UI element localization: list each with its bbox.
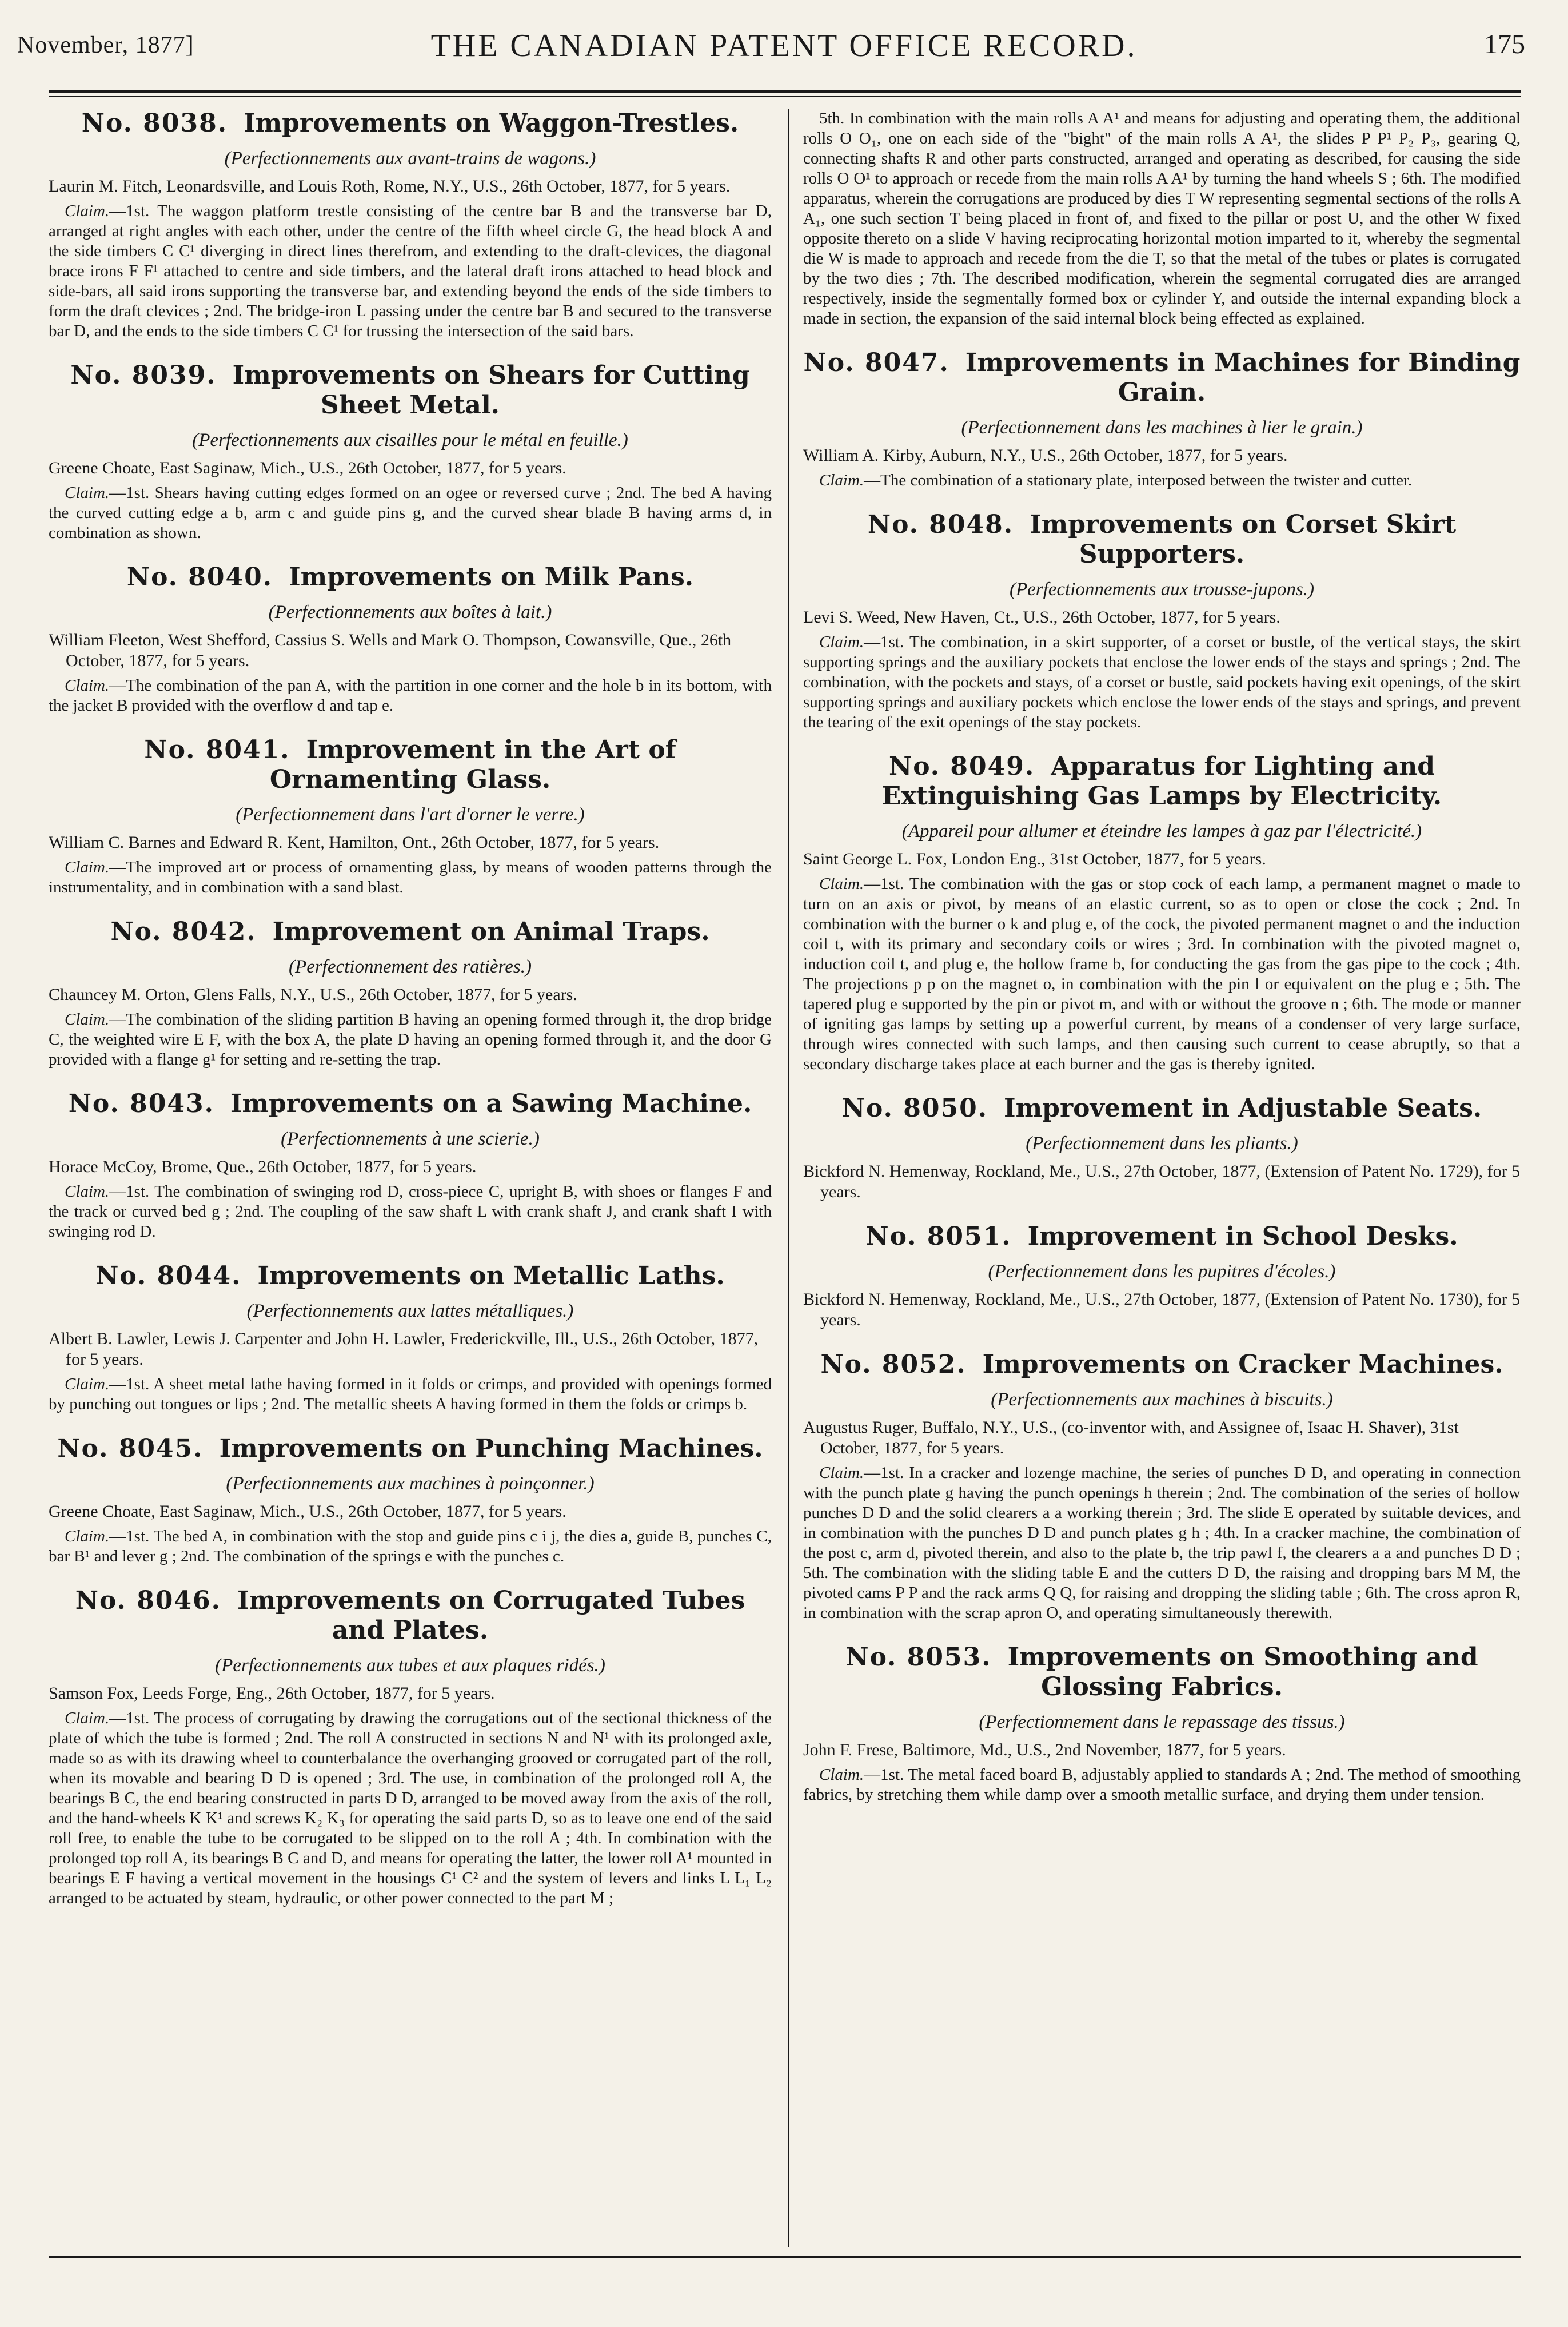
header-rule-thin: [49, 96, 1521, 97]
claim-body: —1st. Shears having cutting edges formed on an ogee or reversed curve ; 2nd. The bed A having the curved cutting edge a b, arm c and guide pins g, and the curved shear blade B having arms d, in combination as shown.: [49, 484, 772, 542]
patent-entry: [803, 1350, 1521, 1623]
french-title: (Perfectionnement dans l'art d'orner le verre.): [236, 804, 585, 825]
claim-body: —1st. The waggon platform trestle consisting of the centre bar B and the transverse bar D, arranged at right angles with each other, under the centre of the fifth wheel circle G, the head block A and the side timbers C C¹ diverging in direct lines therefrom, and extending to the draft-clevices, the diagonal brace irons F F¹ attached to centre and side timbers, and the lateral draft irons attached to head block and side-bars, all said irons supporting the transverse bar, and extending beyond the ends of the side timbers to form the draft clevices ; 2nd. The bridge-iron L passing under the centre bar B and secured to the transverse bar D, and the ends to the side timbers C C¹ for trussing the intersection of the said bars.: [49, 202, 772, 340]
patent-number: No. 8049.: [888, 752, 1035, 781]
patent-number: No. 8051.: [865, 1222, 1012, 1251]
patent-number: No. 8052.: [820, 1350, 967, 1379]
claim-label: Claim.: [65, 1182, 110, 1201]
claim-text: [49, 858, 772, 898]
footer-rule: [49, 2256, 1521, 2258]
patent-title-text: Improvements on Corset Skirt Supporters.: [1030, 510, 1457, 569]
patent-number: No. 8048.: [867, 510, 1014, 539]
claim-body: 5th. In combination with the main rolls A A¹ and means for adjusting and operating them, the additional rolls O O₁, one on each side of the "bight" of the main rolls A A¹, the slides P P¹ P₂ P₃, gearing Q, connecting shafts R and other parts constructed, arranged and operating as described, for causing the side rolls O O¹ to approach or recede from the main rolls A A¹ by turning the hand wheels S ; 6th. The modified apparatus, wherein the corrugations are produced by dies T W representing segmental sections of the rolls A A₁, one such section T being placed in front of, and fixed to the pillar or post U, and the other W fixed opposite thereto on a slide V having reciprocating horizontal motion imparted to it, whereby the segmental die W is made to approach and recede from the die T, so that the metal of the tubes or plates is corrugated by the two dies ; 7th. The described modification, wherein the segmental corrugated dies are arranged respectively, inside the segmentally formed box or cylinder Y, and outside the internal expanding block a made in section, the expansion of the said internal block being effected as explained.: [803, 109, 1521, 328]
patent-number: No. 8050.: [841, 1094, 988, 1123]
claim-label: Claim.: [819, 471, 864, 489]
patent-number: No. 8044.: [95, 1261, 242, 1290]
right-column: [803, 109, 1521, 2253]
patent-number: No. 8045.: [57, 1434, 204, 1463]
inventor-line: William C. Barnes and Edward R. Kent, Hamilton, Ont., 26th October, 1877, for 5 years.: [49, 833, 660, 852]
patent-title: [49, 1586, 772, 1645]
inventor-line: Bickford N. Hemenway, Rockland, Me., U.S., 27th October, 1877, (Extension of Patent No. 1730), for 5 years.: [803, 1290, 1521, 1329]
patent-title: [49, 1089, 772, 1119]
claim-label: Claim.: [65, 858, 110, 876]
french-title: (Perfectionnement dans les pliants.): [1026, 1133, 1298, 1154]
claim-label: Claim.: [65, 1375, 110, 1393]
claim-text: [49, 1010, 772, 1070]
inventor-line: Augustus Ruger, Buffalo, N.Y., U.S., (co-inventor with, and Assignee of, Isaac H. Shaver), 31st October, 1877, for 5 years.: [803, 1418, 1459, 1457]
patent-number: No. 8047.: [803, 348, 949, 377]
french-title: (Perfectionnements aux trousse-jupons.): [1009, 579, 1315, 600]
french-title: (Perfectionnements aux machines à biscuits.): [991, 1389, 1333, 1410]
french-title: (Perfectionnements aux tubes et aux plaques ridés.): [215, 1655, 605, 1676]
french-title: (Perfectionnement dans les machines à lier le grain.): [961, 417, 1363, 438]
inventor-line: Albert B. Lawler, Lewis J. Carpenter and John H. Lawler, Frederickville, Ill., U.S., 26th October, 1877, for 5 years.: [49, 1329, 759, 1369]
inventor-line: Chauncey M. Orton, Glens Falls, N.Y., U.S., 26th October, 1877, for 5 years.: [49, 985, 577, 1004]
patent-title: [49, 735, 772, 795]
patent-entry: [803, 348, 1521, 491]
patent-entry: [49, 917, 772, 1070]
french-title: (Perfectionnements aux machines à poinçonner.): [226, 1473, 595, 1494]
claim-text: [49, 1182, 772, 1242]
inventor-line: Horace McCoy, Brome, Que., 26th October, 1877, for 5 years.: [49, 1157, 477, 1176]
claim-label: Claim.: [819, 1464, 864, 1482]
journal-title: THE CANADIAN PATENT OFFICE RECORD.: [430, 28, 1138, 63]
page-number: 175: [1484, 29, 1525, 59]
inventor-line: Greene Choate, East Saginaw, Mich., U.S., 26th October, 1877, for 5 years.: [49, 1502, 566, 1521]
claim-label: Claim.: [819, 875, 864, 893]
inventor-line: William A. Kirby, Auburn, N.Y., U.S., 26th October, 1877, for 5 years.: [803, 446, 1288, 465]
claim-body: —1st. In a cracker and lozenge machine, the series of punches D D, and operating in connection with the punch plate g having the punch openings h therein ; 2nd. The combination of the series of hollow punches D D and the solid clearers a a working therein ; 3rd. The slide E operated by suitable devices, and in combination with the punches D D and punch plates g h ; 4th. In a cracker machine, the combination of the post c, arm d, pivoted therein, and also to the plate b, the trip pawl f, the clearers a a and punches D D ; 5th. The combination with the sliding table E and the cutters D D, the raising and dropping bars M M, the pivoted cams P P and the rack arms Q Q, for raising and dropping the sliding table ; 6th. The cross apron R, in combination with the scrap apron O, and operating simultaneously therewith.: [803, 1464, 1521, 1622]
inventor-line: Laurin M. Fitch, Leonardsville, and Louis Roth, Rome, N.Y., U.S., 26th October, 1877, for 5 years.: [49, 177, 731, 196]
french-title: (Appareil pour allumer et éteindre les lampes à gaz par l'électricité.): [901, 821, 1422, 842]
french-title: (Perfectionnement des ratières.): [289, 957, 532, 977]
claim-label: Claim.: [65, 484, 110, 502]
french-title: (Perfectionnement dans les pupitres d'écoles.): [988, 1261, 1336, 1282]
claim-text: [49, 483, 772, 543]
claim-body: —1st. The metal faced board B, adjustably applied to standards A ; 2nd. The method of smoothing fabrics, by stretching them while damp over a smooth metallic surface, and drying them under tension.: [803, 1766, 1521, 1804]
patent-entry: [49, 361, 772, 543]
patent-entry: [803, 1094, 1521, 1202]
patent-title-text: Improvements on Waggon-Trestles.: [244, 109, 739, 138]
patent-number: No. 8039.: [70, 361, 217, 390]
patent-title-text: Improvements on Metallic Laths.: [257, 1261, 725, 1290]
claim-text: [49, 201, 772, 341]
patent-title-text: Apparatus for Lighting and Extinguishing Gas Lamps by Electricity.: [881, 752, 1442, 811]
patent-entry: [803, 752, 1521, 1074]
patent-title-text: Improvement in School Desks.: [1027, 1222, 1458, 1251]
patent-number: No. 8053.: [845, 1643, 992, 1672]
patent-entry: [803, 510, 1521, 732]
patent-entry: [49, 735, 772, 898]
header-rule: [49, 90, 1521, 93]
french-title: (Perfectionnements aux lattes métalliques.): [246, 1301, 574, 1321]
patent-title-text: Improvement on Animal Traps.: [272, 917, 710, 946]
patent-title-text: Improvement in the Art of Ornamenting Glass.: [269, 735, 676, 794]
claim-body: —1st. The combination of swinging rod D, cross-piece C, upright B, with shoes or flanges F and the track or curved bed g ; 2nd. The coupling of the saw shaft L with crank shaft J, and crank shaft I with swinging rod D.: [49, 1182, 772, 1241]
inventor-line: William Fleeton, West Shefford, Cassius S. Wells and Mark O. Thompson, Cowansville, Que., 26th October, 1877, for 5 years.: [49, 631, 732, 670]
issue-date: November, 1877]: [17, 32, 194, 58]
claim-text: [803, 1463, 1521, 1623]
patent-title-text: Improvements on Milk Pans.: [289, 563, 694, 592]
patent-title: [803, 1222, 1521, 1252]
patent-title: [803, 1643, 1521, 1702]
french-title: (Perfectionnements aux boîtes à lait.): [268, 602, 552, 623]
patent-entry: [803, 109, 1521, 329]
inventor-line: Greene Choate, East Saginaw, Mich., U.S., 26th October, 1877, for 5 years.: [49, 459, 566, 477]
claim-label: Claim.: [65, 1709, 110, 1727]
patent-entry: [49, 109, 772, 341]
claim-body: —1st. A sheet metal lathe having formed in it folds or crimps, and provided with openings formed by punching out tongues or lips ; 2nd. The metallic sheets A having formed in them the folds or crimps b.: [49, 1375, 772, 1413]
patent-title-text: Improvement in Adjustable Seats.: [1004, 1094, 1482, 1123]
patent-number: No. 8046.: [75, 1586, 221, 1615]
patent-entry: [49, 1586, 772, 1908]
claim-text: [803, 632, 1521, 732]
patent-number: No. 8038.: [81, 109, 228, 138]
patent-title-text: Improvements on Punching Machines.: [219, 1434, 763, 1463]
patent-title: [49, 1434, 772, 1464]
french-title: (Perfectionnement dans le repassage des tissus.): [979, 1712, 1345, 1732]
patent-entry: [803, 1643, 1521, 1805]
claim-label: Claim.: [819, 633, 864, 651]
patent-entry: [49, 1089, 772, 1242]
claim-body: —1st. The combination, in a skirt supporter, of a corset or bustle, of the vertical stays, the skirt supporting springs and the auxiliary pockets that enclose the lower ends of the stays and springs ; 2nd. The combination, with the pockets and stays, of a corset or bustle, said pockets having exit openings, of the skirt supporting springs and auxiliary pockets which enclose the lower ends of the stays and springs, and prevent the tearing of the exit openings of the stay pockets.: [803, 633, 1521, 731]
claim-label: Claim.: [65, 1527, 110, 1545]
column-divider: [788, 109, 789, 2247]
patent-title: [803, 1350, 1521, 1380]
page-header: [0, 0, 1568, 86]
patent-entry: [803, 1222, 1521, 1330]
patent-number: No. 8043.: [68, 1089, 214, 1118]
french-title: (Perfectionnements à une scierie.): [281, 1129, 540, 1149]
patent-title-text: Improvements on Corrugated Tubes and Plates.: [237, 1586, 745, 1645]
patent-title-text: Improvements on Cracker Machines.: [982, 1350, 1503, 1379]
patent-title-text: Improvements on Shears for Cutting Sheet Metal.: [232, 361, 750, 420]
patent-entry: [49, 1261, 772, 1414]
patent-title-text: Improvements on a Sawing Machine.: [230, 1089, 752, 1118]
patent-number: No. 8042.: [110, 917, 257, 946]
patent-entry: [49, 563, 772, 716]
patent-title-text: Improvements in Machines for Binding Grain.: [965, 348, 1521, 407]
patent-title: [49, 563, 772, 592]
patent-title: [49, 1261, 772, 1291]
patent-title: [49, 917, 772, 947]
patent-title: [49, 109, 772, 138]
french-title: (Perfectionnements aux avant-trains de wagons.): [224, 148, 596, 169]
claim-label: Claim.: [65, 202, 110, 220]
patent-number: No. 8041.: [144, 735, 290, 764]
claim-text: [803, 109, 1521, 329]
claim-text: [803, 874, 1521, 1074]
inventor-line: Saint George L. Fox, London Eng., 31st October, 1877, for 5 years.: [803, 850, 1266, 868]
patent-title: [803, 348, 1521, 408]
patent-title: [803, 510, 1521, 569]
claim-label: Claim.: [65, 1010, 110, 1029]
left-column: [49, 109, 772, 2253]
claim-text: [49, 676, 772, 716]
claim-body: —The improved art or process of ornamenting glass, by means of wooden patterns through the instrumentality, and in combination with a sand blast.: [49, 858, 772, 896]
inventor-line: John F. Frese, Baltimore, Md., U.S., 2nd November, 1877, for 5 years.: [803, 1740, 1286, 1759]
patent-title: [49, 361, 772, 420]
patent-title: [803, 1094, 1521, 1123]
french-title: (Perfectionnements aux cisailles pour le métal en feuille.): [192, 430, 628, 451]
inventor-line: Bickford N. Hemenway, Rockland, Me., U.S., 27th October, 1877, (Extension of Patent No. 1729), for 5 years.: [803, 1162, 1521, 1201]
claim-label: Claim.: [65, 676, 110, 695]
claim-text: [49, 1374, 772, 1414]
claim-text: [49, 1527, 772, 1567]
patent-entry: [49, 1434, 772, 1567]
claim-body: —1st. The process of corrugating by drawing the corrugations out of the sectional thickness of the plate of which the tube is formed ; 2nd. The roll A constructed in sections N and N¹ with its prolonged axle, made so as with its drawing wheel to counterbalance the overhanging grooved or corrugated part of the roll, when its movable and bearing D D is opened ; 3rd. The use, in combination of the prolonged roll A, the bearings B C, the end bearing constructed in parts D D, arranged to be moved away from the axis of the roll, and the hand-wheels K K¹ and screws K₂ K₃ for operating the said parts D, so as to leave one end of the said roll free, to enable the tube to be corrugated to be slipped on to the roll A ; 4th. In combination with the prolonged top roll A, its bearings B C and D, and means for operating the latter, the lower roll A¹ mounted in bearings E F having a vertical movement in the housings C¹ C² and the system of levers and links L L₁ L₂ arranged to be actuated by steam, hydraulic, or other power connected to the part M ;: [49, 1709, 772, 1907]
claim-body: —The combination of the pan A, with the partition in one corner and the hole b in its bottom, with the jacket B provided with the overflow d and tap e.: [49, 676, 772, 715]
patent-title: [803, 752, 1521, 811]
patent-number: No. 8040.: [126, 563, 273, 592]
claim-label: Claim.: [819, 1766, 864, 1784]
inventor-line: Levi S. Weed, New Haven, Ct., U.S., 26th October, 1877, for 5 years.: [803, 608, 1280, 627]
claim-body: —1st. The combination with the gas or stop cock of each lamp, a permanent magnet o made to turn on an axis or pivot, by means of an elastic current, so as to open or close the cock ; 2nd. In combination with the burner o k and plug e, of the cock, the pivoted permanent magnet o and the induction coil t, with its primary and secondary coils or wires ; 3rd. In combination with the pivoted magnet o, induction coil t, and plug e, the hollow frame b, for conducting the gas from the gas pipe to the cock ; 4th. The projections p p on the magnet o, in combination with the pin l or equivalent on the plug e ; 5th. The tapered plug e supported by the pin or pivot m, and with or without the groove n ; 6th. The mode or manner of igniting gas lamps by setting up a powerful current, by means of a condenser of very large surface, through wires connected with such lamps, and then causing such current to cease abruptly, so that a secondary discharge takes place at each burner and the gas is thereby ignited.: [803, 875, 1521, 1073]
claim-text: [803, 471, 1521, 491]
patent-title-text: Improvements on Smoothing and Glossing Fabrics.: [1007, 1643, 1478, 1702]
claim-text: [803, 1765, 1521, 1805]
inventor-line: Samson Fox, Leeds Forge, Eng., 26th October, 1877, for 5 years.: [49, 1684, 495, 1703]
claim-body: —1st. The bed A, in combination with the stop and guide pins c i j, the dies a, guide B, punches C, bar B¹ and lever g ; 2nd. The combination of the springs e with the punches c.: [49, 1527, 772, 1565]
claim-body: —The combination of a stationary plate, interposed between the twister and cutter.: [864, 471, 1413, 489]
claim-text: [49, 1708, 772, 1908]
claim-body: —The combination of the sliding partition B having an opening formed through it, the drop bridge C, the weighted wire E F, with the box A, the plate D having an opening formed through it, and the door G provided with a flange g¹ for setting and re-setting the trap.: [49, 1010, 772, 1069]
